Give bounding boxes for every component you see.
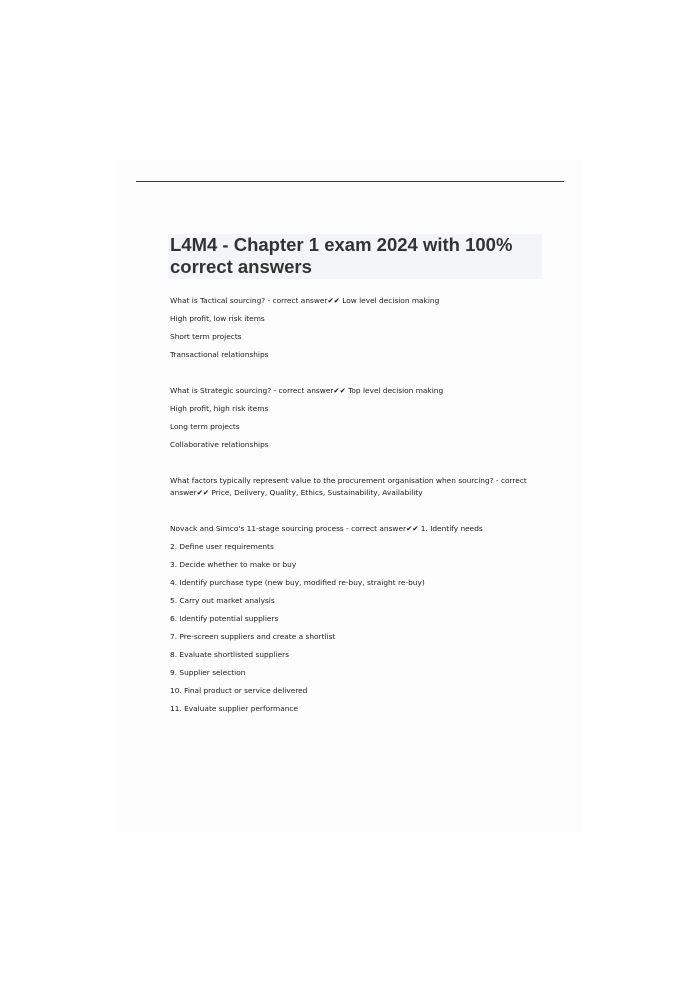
answer-line: Collaborative relationships — [170, 440, 269, 449]
answer-line: Transactional relationships — [170, 350, 269, 359]
document-body — [170, 295, 530, 721]
process-step: 4. Identify purchase type (new buy, modified re-buy, straight re-buy) — [170, 578, 425, 587]
process-step: 2. Define user requirements — [170, 542, 274, 551]
question-line: What is Tactical sourcing? - correct answer✔✔ Low level decision making — [170, 296, 440, 305]
process-step: 8. Evaluate shortlisted suppliers — [170, 650, 289, 659]
answer-line: High profit, low risk items — [170, 314, 265, 323]
answer-line: Short term projects — [170, 332, 242, 341]
question-line: What is Strategic sourcing? - correct answer✔✔ Top level decision making — [170, 386, 444, 395]
question-line: Novack and Simco's 11-stage sourcing process - correct answer✔✔ 1. Identify needs — [170, 524, 483, 533]
header-divider — [136, 181, 564, 182]
qa-block-value-factors — [170, 475, 530, 499]
process-step: 11. Evaluate supplier performance — [170, 704, 299, 713]
process-step: 5. Carry out market analysis — [170, 596, 275, 605]
question-line: What factors typically represent value to the procurement organisation when sourcing? - correct answer✔✔ Price, Delivery, Quality, Ethics, Sustainability, Availability — [170, 476, 527, 497]
process-step: 9. Supplier selection — [170, 668, 246, 677]
qa-block-strategic-sourcing — [170, 385, 530, 451]
answer-line: High profit, high risk items — [170, 404, 269, 413]
qa-block-tactical-sourcing — [170, 295, 530, 361]
process-step: 3. Decide whether to make or buy — [170, 560, 297, 569]
document-title: L4M4 - Chapter 1 exam 2024 with 100% correct answers — [170, 234, 513, 277]
process-step: 10. Final product or service delivered — [170, 686, 308, 695]
qa-block-sourcing-process — [170, 523, 530, 715]
process-step: 7. Pre-screen suppliers and create a shortlist — [170, 632, 336, 641]
process-step: 6. Identify potential suppliers — [170, 614, 279, 623]
answer-line: Long term projects — [170, 422, 240, 431]
